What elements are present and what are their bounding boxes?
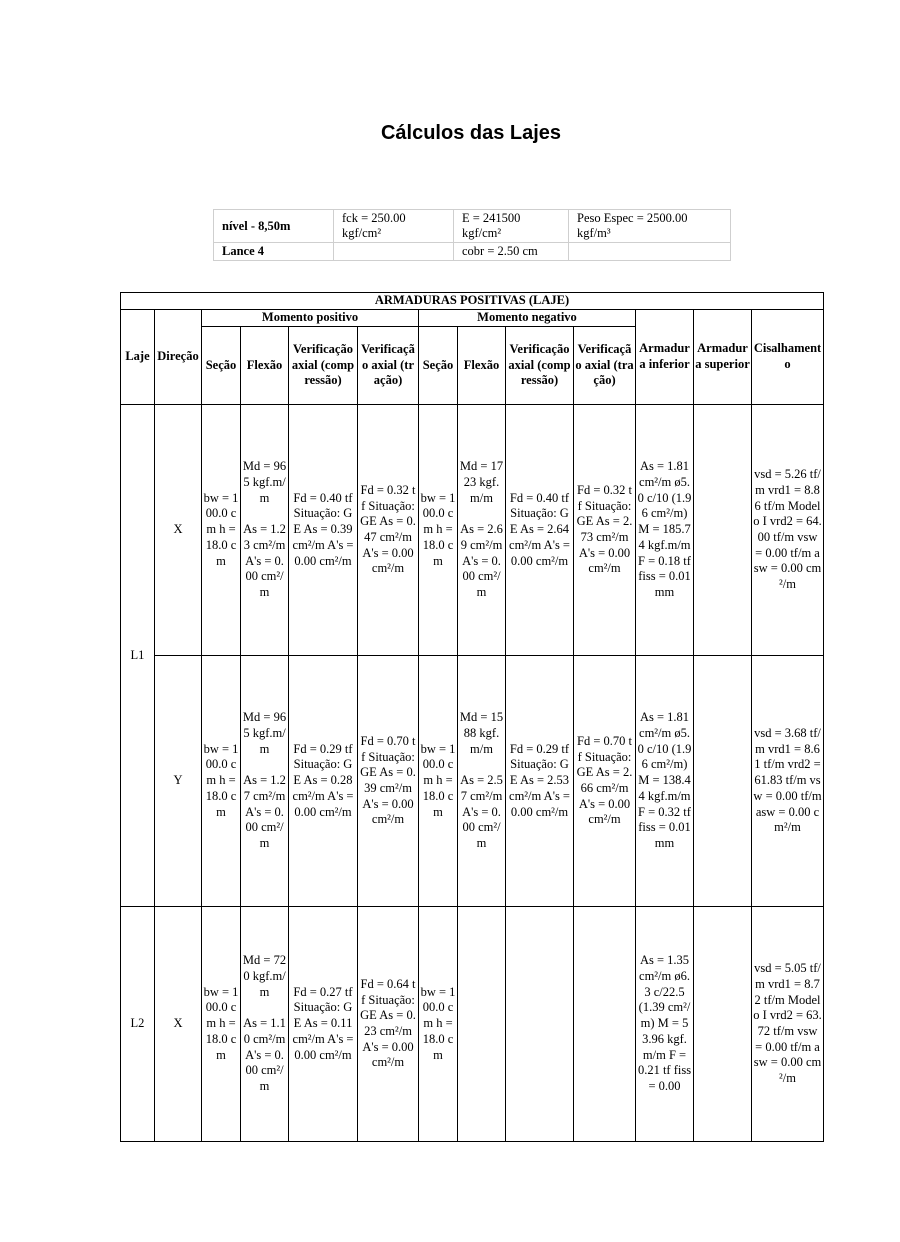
verificacao-tracao-cell: Fd = 0.64 tf Situação: GE As = 0.23 cm²/m A's = 0.00 cm²/m	[358, 907, 419, 1142]
direcao-cell: X	[155, 907, 202, 1142]
secao-negativo-cell: bw = 100.0 cm h = 18.0 cm	[419, 907, 458, 1142]
peso-value: Peso Espec = 2500.00 kgf/m³	[569, 210, 731, 243]
secao-negativo-cell: bw = 100.0 cm h = 18.0 cm	[419, 656, 458, 907]
verificacao-compressao-cell: Fd = 0.40 tf Situação: GE As = 0.39 cm²/m A's = 0.00 cm²/m	[289, 405, 358, 656]
info-empty-cell	[569, 243, 731, 261]
header-laje: Laje	[121, 310, 155, 405]
info-empty-cell	[334, 243, 454, 261]
verificacao-tracao-negativo-cell: Fd = 0.32 tf Situação: GE As = 2.73 cm²/m A's = 0.00 cm²/m	[574, 405, 636, 656]
header-direcao: Direção	[155, 310, 202, 405]
cisalhamento-cell: vsd = 5.26 tf/m vrd1 = 8.86 tf/m Modelo I vrd2 = 64.00 tf/m vsw = 0.00 tf/m asw = 0.00 cm²/m	[752, 405, 824, 656]
laje-cell: L1	[121, 405, 155, 907]
armadura-superior-cell	[694, 907, 752, 1142]
flexao-negativo-cell: Md = 1723 kgf.m/m As = 2.69 cm²/m A's = 0.00 cm²/m	[458, 405, 506, 656]
header-secao: Seção	[202, 327, 241, 405]
flexao-cell: Md = 965 kgf.m/m As = 1.23 cm²/m A's = 0.00 cm²/m	[241, 405, 289, 656]
table-title: ARMADURAS POSITIVAS (LAJE)	[121, 293, 824, 310]
armadura-superior-cell	[694, 656, 752, 907]
armadura-inferior-cell: As = 1.35 cm²/m ø6.3 c/22.5 (1.39 cm²/m) M = 53.96 kgf.m/m F = 0.21 tf fiss = 0.00	[636, 907, 694, 1142]
direcao-cell: Y	[155, 656, 202, 907]
secao-cell: bw = 100.0 cm h = 18.0 cm	[202, 405, 241, 656]
header-armadura-superior: Armadura superior	[694, 310, 752, 405]
info-table	[213, 209, 731, 261]
armadura-inferior-cell: As = 1.81 cm²/m ø5.0 c/10 (1.96 cm²/m) M = 138.44 kgf.m/m F = 0.32 tf fiss = 0.01 mm	[636, 656, 694, 907]
nivel-label: nível - 8,50m	[214, 210, 334, 243]
header-secao-negativo: Seção	[419, 327, 458, 405]
header-verificacao-tracao-negativo: Verificação axial (tração)	[574, 327, 636, 405]
secao-cell: bw = 100.0 cm h = 18.0 cm	[202, 656, 241, 907]
verificacao-compressao-negativo-cell: Fd = 0.29 tf Situação: GE As = 2.53 cm²/m A's = 0.00 cm²/m	[506, 656, 574, 907]
cisalhamento-cell: vsd = 3.68 tf/m vrd1 = 8.61 tf/m vrd2 = 61.83 tf/m vsw = 0.00 tf/m asw = 0.00 cm²/m	[752, 656, 824, 907]
fck-value: fck = 250.00 kgf/cm²	[334, 210, 454, 243]
verificacao-compressao-negativo-cell: Fd = 0.40 tf Situação: GE As = 2.64 cm²/m A's = 0.00 cm²/m	[506, 405, 574, 656]
lance-label: Lance 4	[214, 243, 334, 261]
verificacao-tracao-cell: Fd = 0.32 tf Situação: GE As = 0.47 cm²/m A's = 0.00 cm²/m	[358, 405, 419, 656]
armadura-inferior-cell: As = 1.81 cm²/m ø5.0 c/10 (1.96 cm²/m) M = 185.74 kgf.m/m F = 0.18 tf fiss = 0.01 mm	[636, 405, 694, 656]
verificacao-tracao-cell: Fd = 0.70 tf Situação: GE As = 0.39 cm²/m A's = 0.00 cm²/m	[358, 656, 419, 907]
laje-cell: L2	[121, 907, 155, 1142]
secao-cell: bw = 100.0 cm h = 18.0 cm	[202, 907, 241, 1142]
verificacao-compressao-cell: Fd = 0.29 tf Situação: GE As = 0.28 cm²/m A's = 0.00 cm²/m	[289, 656, 358, 907]
verificacao-tracao-negativo-cell: Fd = 0.70 tf Situação: GE As = 2.66 cm²/m A's = 0.00 cm²/m	[574, 656, 636, 907]
e-value: E = 241500 kgf/cm²	[454, 210, 569, 243]
table-row	[121, 656, 824, 907]
table-title-row	[121, 293, 824, 310]
verificacao-compressao-negativo-cell	[506, 907, 574, 1142]
header-verificacao-tracao: Verificação axial (tração)	[358, 327, 419, 405]
flexao-cell: Md = 965 kgf.m/m As = 1.27 cm²/m A's = 0.00 cm²/m	[241, 656, 289, 907]
armadura-superior-cell	[694, 405, 752, 656]
header-flexao-negativo: Flexão	[458, 327, 506, 405]
table-row	[121, 405, 824, 656]
header-momento-negativo: Momento negativo	[419, 310, 636, 327]
header-momento-positivo: Momento positivo	[202, 310, 419, 327]
group-header-row	[121, 310, 824, 327]
flexao-negativo-cell	[458, 907, 506, 1142]
info-row	[214, 243, 731, 261]
direcao-cell: X	[155, 405, 202, 656]
header-armadura-inferior: Armadura inferior	[636, 310, 694, 405]
secao-negativo-cell: bw = 100.0 cm h = 18.0 cm	[419, 405, 458, 656]
verificacao-tracao-negativo-cell	[574, 907, 636, 1142]
header-verificacao-compressao-negativo: Verificação axial (compressão)	[506, 327, 574, 405]
table-row	[121, 907, 824, 1142]
armaduras-table	[120, 292, 824, 1142]
header-verificacao-compressao: Verificação axial (compressão)	[289, 327, 358, 405]
cobr-value: cobr = 2.50 cm	[454, 243, 569, 261]
header-cisalhamento: Cisalhamento	[752, 310, 824, 405]
flexao-cell: Md = 720 kgf.m/m As = 1.10 cm²/m A's = 0.00 cm²/m	[241, 907, 289, 1142]
info-row	[214, 210, 731, 243]
header-flexao: Flexão	[241, 327, 289, 405]
cisalhamento-cell: vsd = 5.05 tf/m vrd1 = 8.72 tf/m Modelo I vrd2 = 63.72 tf/m vsw = 0.00 tf/m asw = 0.00 cm²/m	[752, 907, 824, 1142]
flexao-negativo-cell: Md = 1588 kgf.m/m As = 2.57 cm²/m A's = 0.00 cm²/m	[458, 656, 506, 907]
verificacao-compressao-cell: Fd = 0.27 tf Situação: GE As = 0.11 cm²/m A's = 0.00 cm²/m	[289, 907, 358, 1142]
page-title: Cálculos das Lajes	[380, 122, 562, 144]
